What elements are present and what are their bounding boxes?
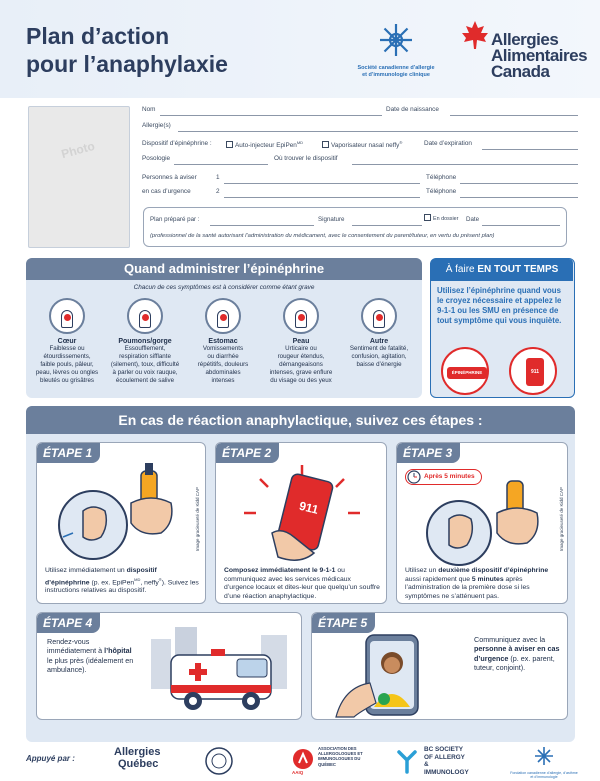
bcsai-line-2: OF ALLERGY [424, 753, 465, 761]
antibody-icon [394, 748, 420, 774]
step-3-card [396, 442, 568, 604]
aaiq-logo [292, 746, 366, 776]
phone-2-field[interactable] [460, 197, 578, 198]
symptom-description-line: intenses [211, 377, 235, 384]
bcsai-name [424, 746, 474, 776]
step-1-text-c: (p. ex. EpiPen [89, 578, 135, 586]
contacts-label-1: Personnes à aviser [142, 174, 197, 181]
step-5-text-c: (p. ex. parent, tuteur, conjoint). [474, 653, 555, 673]
on-file-option[interactable] [424, 214, 458, 222]
stomach-icon [205, 298, 241, 334]
bcsai-line-1: BC SOCIETY [424, 746, 464, 753]
step-1-text-a: Utilisez immédiatement un [45, 567, 127, 574]
symptom-description [106, 345, 184, 385]
step-3-tag: ÉTAPE 3 [397, 443, 460, 463]
symptom-description-line: peau, lèvres ou ongles [35, 369, 99, 376]
contact-1-field[interactable] [224, 183, 420, 184]
snowflake-icon [378, 22, 414, 58]
maple-leaf-icon [460, 20, 490, 50]
phone-label: 911 [526, 358, 544, 386]
epipen-option-sup: MD [296, 140, 304, 145]
step-3-text-b: deuxième dispositif d’épinéphrine [438, 567, 549, 574]
neffy-option-label: Vaporisateur nasal neffy [331, 142, 400, 150]
symptom-description-line: Sentiment de fatalité, [349, 345, 409, 352]
date-field[interactable] [482, 225, 560, 226]
symptom-description [340, 345, 418, 369]
ambulance-illustration [141, 619, 301, 719]
location-field[interactable] [352, 164, 578, 165]
aac-name-line-2: Alimentaires [491, 46, 588, 65]
scai-name-line-2: et d’immunologie clinique [362, 72, 430, 78]
symptom-description [28, 345, 106, 385]
scai-name-line-1: Société canadienne d’allergie [357, 65, 435, 71]
step-3-text-c: aussi rapidement que [405, 575, 472, 583]
dob-field[interactable] [450, 115, 578, 116]
dob-label: Date de naissance [386, 106, 439, 113]
allergies-quebec-logo [114, 746, 174, 776]
symptom-description-line: baisse d’énergie [356, 361, 402, 368]
logo1-line-2: Québec [118, 758, 159, 770]
step-4-text-a: Rendez-vous immédiatement à [47, 637, 105, 656]
step-1-caption [45, 567, 201, 596]
step-5-caption [474, 635, 560, 673]
bcsai-logo [394, 746, 474, 776]
always-panel [430, 258, 575, 398]
always-title [431, 259, 573, 281]
seal-icon [204, 746, 234, 776]
symptom-3 [262, 298, 340, 385]
name-label: Nom [142, 106, 156, 113]
title-line-2: pour l’anaphylaxie [26, 51, 228, 77]
header-band [0, 0, 600, 98]
step-1-text-d: MD [134, 576, 141, 582]
step-2-phone-number: 911 [297, 498, 320, 517]
prepared-by-label: Plan préparé par : [150, 216, 200, 223]
step-3-credit: Image gracieuseté de Kidd CAP [559, 486, 564, 551]
neffy-option-sup: ® [399, 140, 403, 145]
steps-panel [26, 406, 575, 742]
when-title: Quand administrer l’épinéphrine [26, 258, 422, 280]
symptom-description-line: bleutés ou grisâtres [40, 377, 94, 384]
warning-icon [361, 298, 397, 334]
title-line-1: Plan d’action [26, 23, 170, 49]
symptom-description-line: Essoufflement, [124, 345, 166, 352]
allergies-field[interactable] [178, 131, 578, 132]
symptom-description-line: ou diarrhée [207, 353, 239, 360]
symptom-description-line: abdominales [205, 369, 241, 376]
symptom-description-line: Faiblesse ou [49, 345, 85, 352]
step-2-card [215, 442, 387, 604]
signature-label: Signature [318, 216, 345, 223]
expiry-field[interactable] [482, 149, 578, 150]
dosage-label: Posologie [142, 155, 171, 162]
prepared-by-field[interactable] [210, 225, 314, 226]
pen-label: ÉPINÉPHRINE [447, 367, 487, 379]
aaif-name: Fondation canadienne d’allergie, d’asthme et d’immunologie [510, 771, 578, 780]
timer-label: Après 5 minutes [424, 473, 475, 480]
page-title [26, 22, 228, 78]
supporters-footer [26, 746, 578, 780]
step-1-card [36, 442, 206, 604]
step-2-text-b: ou communiquez avec les services médicaux d’urgence locaux et dites-leur que quelqu’un souffre d’une réaction anaphylactique. [224, 567, 380, 600]
aaif-logo [510, 746, 578, 780]
symptom-4 [340, 298, 418, 369]
epipen-option-label: Auto-injecteur EpiPen [235, 142, 297, 150]
step-3-text-a: Utilisez un [405, 567, 439, 574]
symptom-description-line: (silement), toux, difficulté [110, 361, 180, 368]
step-5-text-b: personne à aviser en cas d’urgence [474, 644, 560, 663]
when-subtitle: Chacun de ces symptômes est à considérer comme étant grave [133, 284, 315, 291]
heart-icon [49, 298, 85, 334]
always-title-pre: À faire [445, 264, 478, 275]
step-5-tag: ÉTAPE 5 [312, 613, 375, 633]
lungs-icon [127, 298, 163, 334]
epipen-checkbox[interactable] [226, 141, 233, 148]
when-panel [26, 258, 422, 398]
allergies-label: Allergie(s) [142, 122, 171, 129]
on-file-checkbox[interactable] [424, 214, 431, 221]
symptom-name: Estomac [208, 338, 238, 345]
step-3-text-d: 5 minutes [471, 575, 504, 583]
location-label: Où trouver le dispositif [274, 155, 338, 162]
association-seal-logo [204, 746, 244, 776]
step-2-caption [224, 567, 382, 601]
epipen-option[interactable] [226, 140, 303, 150]
symptom-description-line: respiration sifflante [119, 353, 171, 360]
symptom-description-line: intenses, grave enflure [269, 369, 333, 376]
epinephrine-pen-icon [441, 347, 489, 395]
step-5-text-a: Communiquez avec la [474, 635, 546, 644]
symptom-description-line: confusion, agitation, [351, 353, 407, 360]
symptom-description-line: étourdissements, [43, 353, 91, 360]
always-title-bold: EN TOUT TEMPS [477, 264, 559, 275]
symptom-2 [184, 298, 262, 385]
symptom-0 [28, 298, 106, 385]
prepared-by-box [143, 207, 567, 247]
aaiq-abbr: AAIQ [292, 770, 304, 775]
second-dose-illustration [407, 477, 557, 569]
symptom-name: Poumons/gorge [118, 338, 172, 345]
contacts-label-2: en cas d’urgence [142, 188, 191, 195]
bcsai-line-3: & IMMUNOLOGY [424, 761, 469, 776]
symptom-description-line: démangeaisons [279, 361, 323, 368]
symptom-description-line: Urticaire ou [285, 345, 317, 352]
symptom-description [184, 345, 262, 385]
step-4-caption [47, 637, 137, 675]
symptom-name: Cœur [57, 338, 77, 345]
symptom-description-line: écoulement de salive [115, 377, 175, 384]
logo1-line-1: Allergies [114, 746, 161, 758]
aac-name-line-3: Canada [491, 62, 550, 81]
step-4-card [36, 612, 302, 720]
aac-name-line-1: Allergies [491, 30, 559, 49]
symptom-description-line: répétitifs, douleurs [197, 361, 249, 368]
always-text: Utilisez l’épinéphrine quand vous le croyez nécessaire et appelez le 9-1-1 ou les SMU en présence de tout symptôme qui vous inquiète. [437, 286, 562, 325]
device-label: Dispositif d’épinéphrine : [142, 140, 212, 147]
step-1-text-g: ). Suivez les instructions relatives au dispositif. [45, 578, 199, 595]
symptom-description-line: Vomissements [202, 345, 244, 352]
step-3-text-e: après l’administration de la première dose si les symptômes ne s’atténuent pas. [405, 575, 530, 600]
step-4-tag: ÉTAPE 4 [37, 613, 100, 633]
step-4-text-c: le plus près (idéalement en ambulance). [47, 655, 134, 675]
neffy-option[interactable] [322, 140, 402, 150]
symptom-1 [106, 298, 184, 385]
scai-logo [348, 22, 444, 79]
symptom-description [262, 345, 340, 385]
aaiq-icon [292, 748, 314, 770]
symptom-description-line: faible pouls, pâleur, [40, 361, 94, 368]
step-3-caption [405, 567, 565, 601]
prepared-footnote: (professionnel de la santé autorisant l’administration du médicament, avec le consentement du parent/tuteur, en vertu du présent plan) [150, 233, 495, 239]
step-1-text-f: ® [158, 576, 162, 582]
step-5-card [311, 612, 568, 720]
phone-icon [509, 347, 557, 395]
step-1-credit: Image gracieuseté de Kidd CAP [195, 486, 200, 551]
nasal-spray-illustration [43, 463, 193, 563]
contact-2-number: 2 [216, 188, 220, 195]
step-4-text-b: l’hôpital [104, 646, 132, 656]
signature-field[interactable] [352, 225, 422, 226]
on-file-label: En dossier [433, 216, 459, 222]
symptom-description-line: du visage ou des yeux [270, 377, 332, 384]
date-label: Date [466, 216, 480, 223]
contact-1-number: 1 [216, 174, 220, 181]
symptom-name: Peau [292, 338, 310, 345]
skin-icon [283, 298, 319, 334]
contact-2-field[interactable] [224, 197, 420, 198]
steps-title: En cas de réaction anaphylactique, suivez ces étapes : [26, 406, 575, 434]
phone-1-field[interactable] [460, 183, 578, 184]
symptom-description-line: à parler ou voix rauque, [112, 369, 178, 376]
phone-2-label: Téléphone [426, 188, 457, 195]
supported-by-label: Appuyé par : [26, 754, 75, 763]
aaiq-name: ASSOCIATION DES ALLERGOLOGUES ET IMMUNOLOGUES DU QUÉBEC [318, 746, 363, 767]
step-1-tag: ÉTAPE 1 [37, 443, 100, 463]
expiry-label: Date d’expiration [424, 140, 472, 147]
photo-placeholder[interactable] [28, 106, 130, 248]
phone-call-illustration [232, 463, 372, 563]
step-1-text-e: , neffy [140, 578, 159, 586]
video-call-illustration [326, 631, 446, 720]
foundation-snowflake-icon [534, 746, 554, 766]
photo-label: Photo [59, 138, 97, 162]
step-2-tag: ÉTAPE 2 [216, 443, 279, 463]
phone-1-label: Téléphone [426, 174, 457, 181]
scai-name [348, 65, 444, 79]
dosage-field[interactable] [174, 164, 268, 165]
symptom-name: Autre [369, 338, 389, 345]
symptom-description-line: rougeur étendus, [277, 353, 325, 360]
step-2-text-a: Composez immédiatement le 9-1-1 [224, 567, 336, 574]
step-1-text-b: dispositif d’épinéphrine [45, 567, 157, 586]
neffy-checkbox[interactable] [322, 141, 329, 148]
name-field[interactable] [160, 115, 382, 116]
